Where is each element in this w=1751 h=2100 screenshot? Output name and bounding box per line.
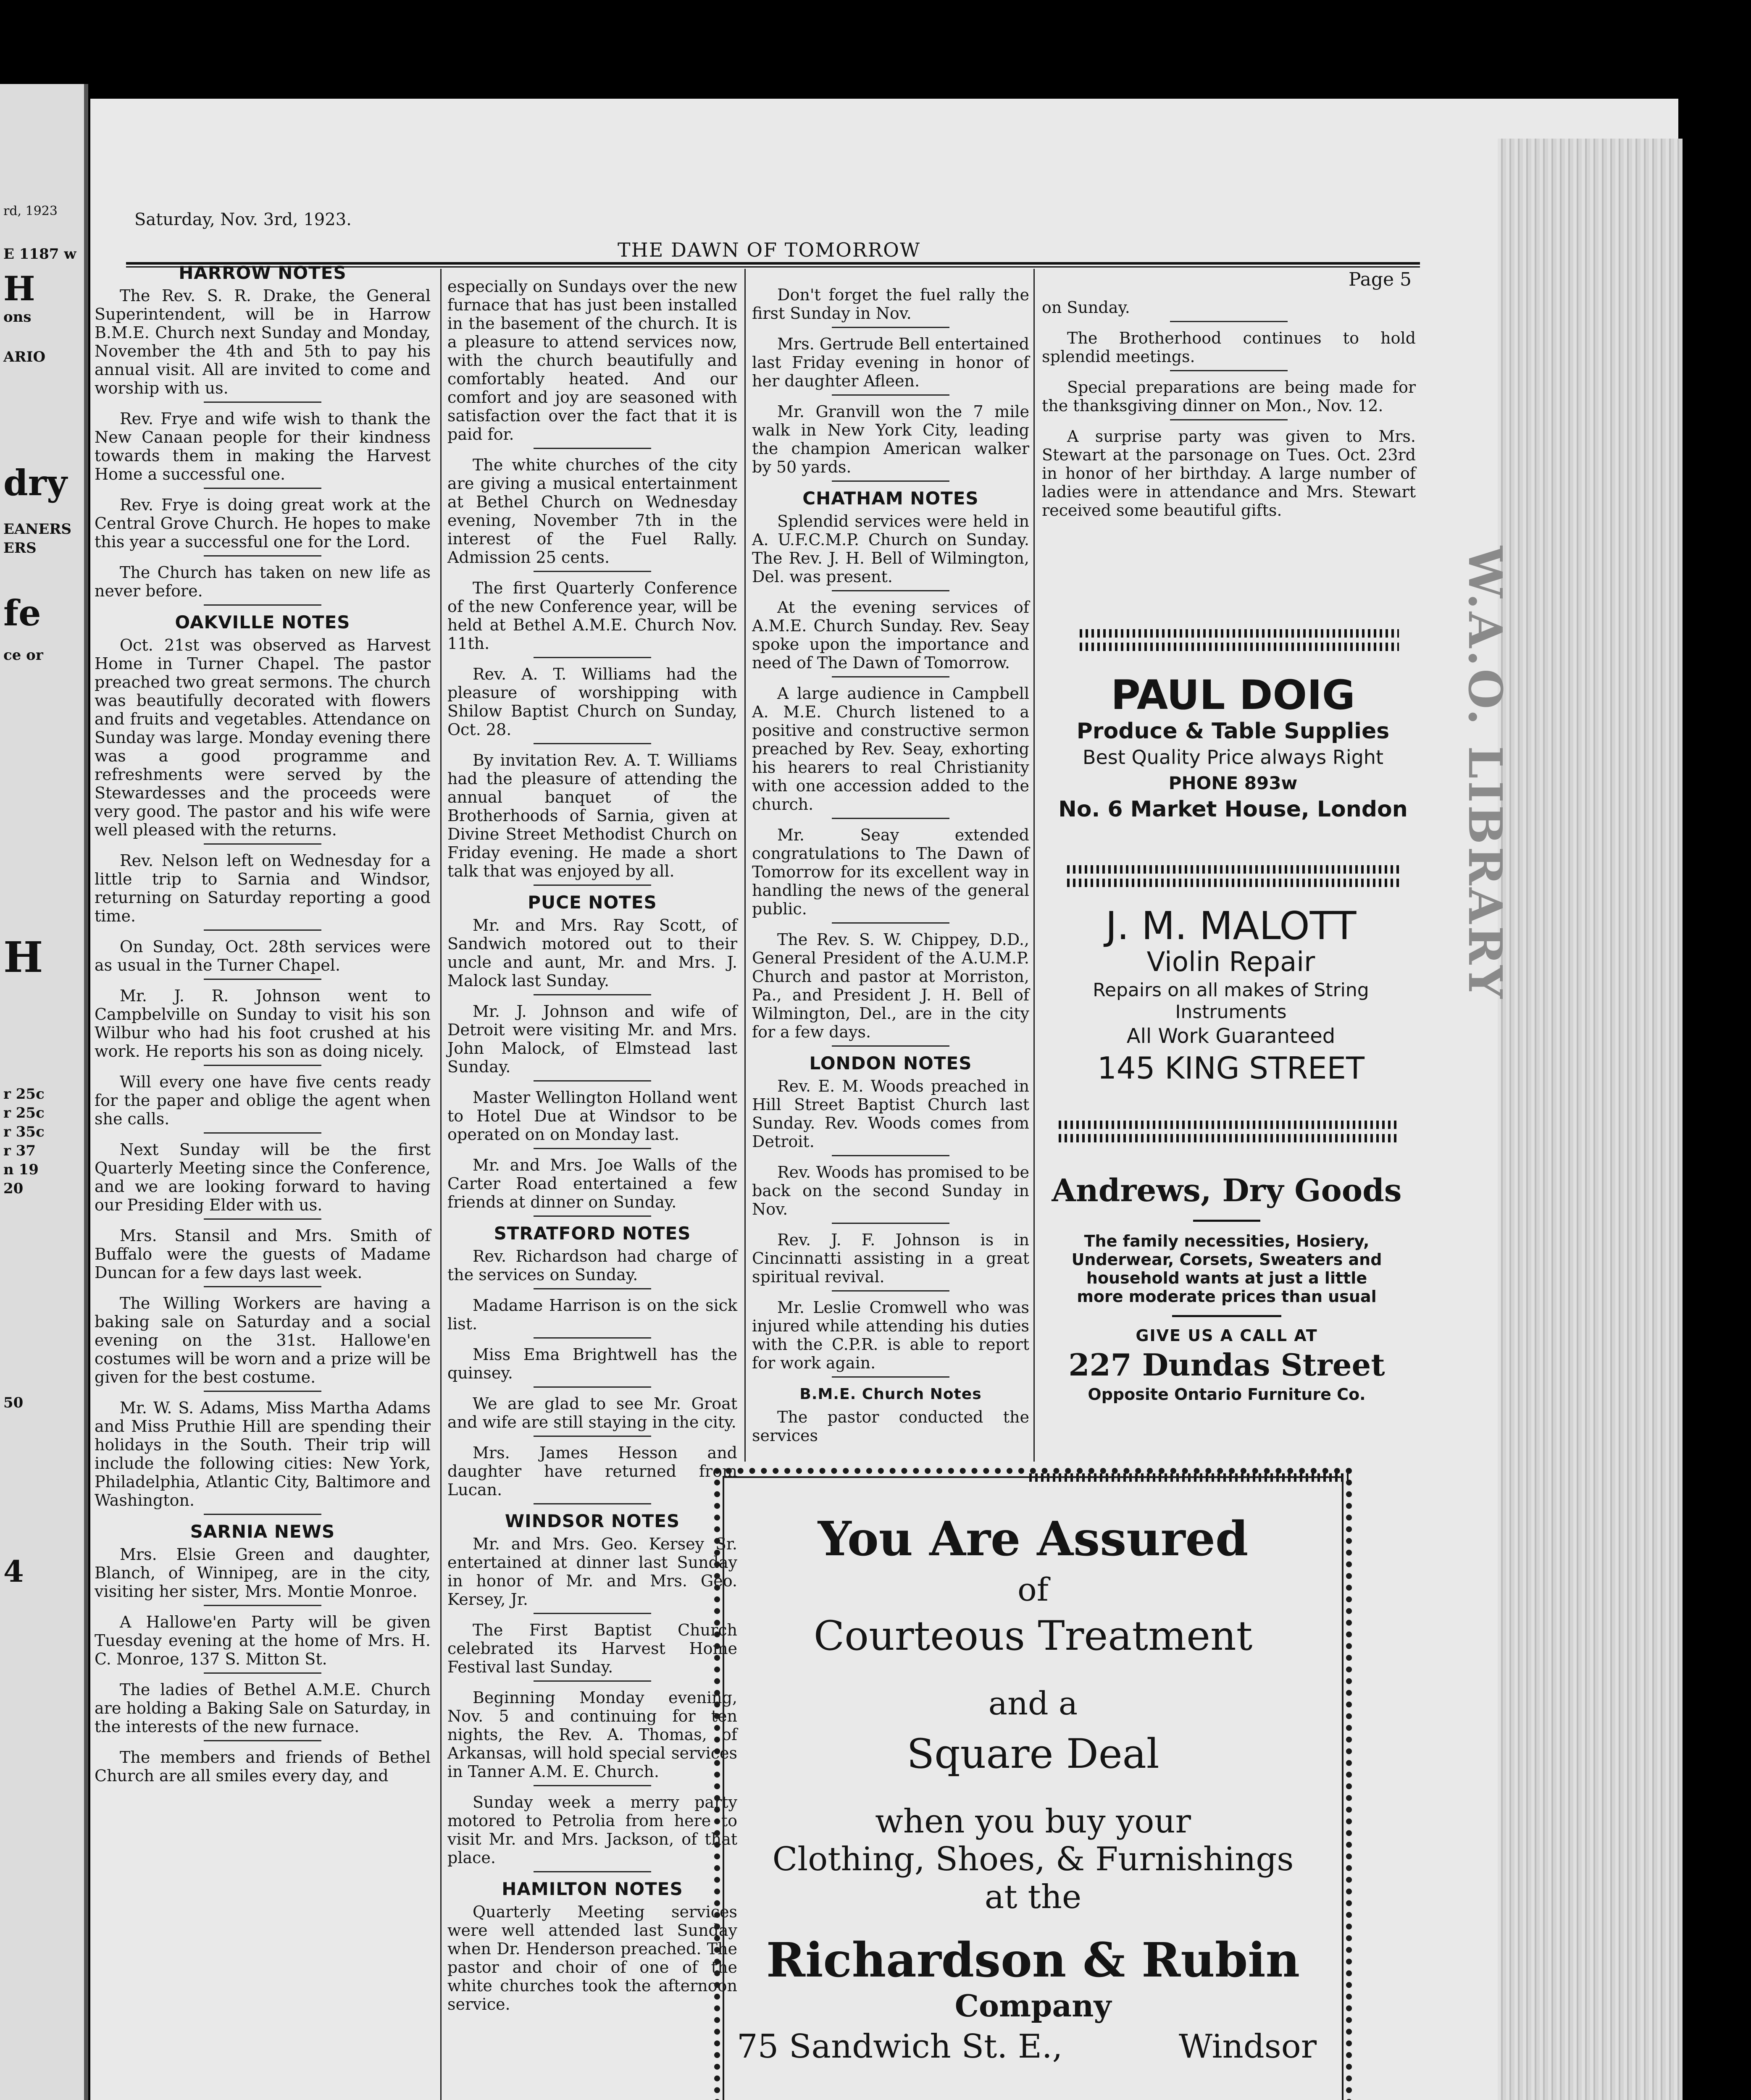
- separator: [204, 1514, 321, 1515]
- ad-border: [1067, 879, 1399, 887]
- article-paragraph: Mr. and Mrs. Ray Scott, of Sandwich motored out to their uncle and aunt, Mr. and Mrs. J. Malock last Sunday.: [447, 916, 737, 990]
- separator: [1170, 370, 1288, 371]
- ad-andrews: [1038, 1172, 1416, 1404]
- ad-line: Repairs on all makes of String Instruments: [1093, 979, 1369, 1023]
- article-paragraph: Rev. Frye is doing great work at the Central Grove Church. He hopes to make this year a successful one for the Lord.: [95, 496, 431, 551]
- article-paragraph: especially on Sundays over the new furnace that has just been installed in the basement of the church. It is a pleasure to attend services now, with the church beautifully and comfortably heated. And our comfort and joy are seasoned with satisfaction over the fact that it is paid for.: [447, 277, 737, 444]
- separator: [832, 1223, 949, 1224]
- column-4: [1042, 298, 1416, 524]
- article-paragraph: Mr. and Mrs. Joe Walls of the Carter Road entertained a few friends at dinner on Sunday.: [447, 1156, 737, 1211]
- article-paragraph: The Church has taken on new life as never before.: [95, 563, 431, 600]
- separator: [1193, 1220, 1260, 1222]
- separator: [1170, 419, 1288, 420]
- article-paragraph: The first Quarterly Conference of the new Conference year, will be held at Bethel A.M.E. Church Nov. 11th.: [447, 579, 737, 653]
- separator: [832, 1155, 949, 1156]
- article-paragraph: Mrs. Elsie Green and daughter, Blanch, of Winnipeg, are in the city, visiting her sister, Mrs. Montie Monroe.: [95, 1545, 431, 1601]
- article-paragraph: Master Wellington Holland went to Hotel Due at Windsor to be operated on on Monday last.: [447, 1088, 737, 1144]
- separator: [534, 1613, 651, 1614]
- separator: [204, 843, 321, 845]
- article-paragraph: The Rev. S. R. Drake, the General Superintendent, will be in Harrow B.M.E. Church next Sunday and Monday, November the 4th and 5th to pay his annual visit. All are invited to come and worship with us.: [95, 286, 431, 397]
- section-title: CHATHAM NOTES: [802, 488, 979, 509]
- ad-border: [1059, 1121, 1399, 1129]
- ad-line: GIVE US A CALL AT: [1136, 1326, 1318, 1345]
- article-paragraph: The First Baptist Church celebrated its Harvest Home Festival last Sunday.: [447, 1621, 737, 1676]
- separator: [534, 657, 651, 658]
- separator: [534, 1337, 651, 1339]
- separator: [534, 1503, 651, 1504]
- separator: [1170, 321, 1288, 322]
- article-paragraph: Beginning Monday evening, Nov. 5 and continuing for ten nights, the Rev. A. Thomas, of Arkansas, will hold special services in Tanner A.M. E. Church.: [447, 1688, 737, 1781]
- left-fragment: fe: [3, 592, 41, 634]
- ad-line: You Are Assured: [818, 1512, 1249, 1567]
- ad-name: PAUL DOIG: [1111, 672, 1355, 719]
- article-paragraph: Rev. Richardson had charge of the services on Sunday.: [447, 1247, 737, 1284]
- separator: [534, 885, 651, 886]
- left-fragment: rd, 1923: [3, 204, 58, 218]
- separator: [204, 1132, 321, 1134]
- separator: [534, 571, 651, 572]
- ad-address: 75 Sandwich St. E.,: [737, 2028, 1063, 2066]
- separator: [534, 1215, 651, 1217]
- left-fragment: 50: [3, 1394, 24, 1411]
- column-3: [752, 286, 1029, 1449]
- article-paragraph: The Rev. S. W. Chippey, D.D., General President of the A.U.M.P. Church and pastor at Morriston, Pa., and President J. H. Bell of Wilmington, Del., are in the city for a few days.: [752, 930, 1029, 1041]
- left-fragment: ce or: [3, 647, 43, 664]
- article-paragraph: On Sunday, Oct. 28th services were as usual in the Turner Chapel.: [95, 937, 431, 974]
- article-paragraph: The pastor conducted the services: [752, 1408, 1029, 1445]
- ad-line: of: [1017, 1571, 1049, 1608]
- ad-address: 145 KING STREET: [1097, 1050, 1365, 1086]
- issue-date: Saturday, Nov. 3rd, 1923.: [134, 210, 352, 229]
- ad-border: [1059, 1134, 1399, 1142]
- ad-line: Clothing, Shoes, & Furnishings: [772, 1840, 1294, 1878]
- ad-richardson-rubin: [714, 1468, 1352, 2100]
- separator: [534, 743, 651, 744]
- separator: [832, 676, 949, 677]
- ad-name: J. M. MALOTT: [1105, 903, 1357, 948]
- article-paragraph: Will every one have five cents ready for the paper and oblige the agent when she calls.: [95, 1073, 431, 1128]
- section-title: STRATFORD NOTES: [494, 1223, 691, 1244]
- ad-line: when you buy your: [875, 1803, 1191, 1840]
- article-paragraph: Oct. 21st was observed as Harvest Home in Turner Chapel. The pastor preached two great sermons. The church was beautifully decorated with flowers and fruits and vegetables. Attendance on Sunday was large. Monday evening there was a good programme and refreshments were served by the Stewardesses and the proceeds were very good. The pastor and his wife were well pleased with the returns.: [95, 636, 431, 839]
- article-paragraph: The Willing Workers are having a baking sale on Saturday and a social evening on the 31st. Hallowe'en costumes will be worn and a prize will be given for the best costume.: [95, 1294, 431, 1386]
- column-divider: [744, 269, 746, 1462]
- article-paragraph: Sunday week a merry party motored to Petrolia from here to visit Mr. and Mrs. Jackson, of that place.: [447, 1793, 737, 1867]
- separator: [832, 922, 949, 924]
- library-stamp: W.A.O. LIBRARY: [1458, 546, 1512, 1001]
- article-paragraph: A surprise party was given to Mrs. Stewart at the parsonage on Tues. Oct. 23rd in honor of her birthday. A large number of ladies were in attendance and Mrs. Stewart received some beautiful gifts.: [1042, 427, 1416, 520]
- separator: [832, 818, 949, 819]
- article-paragraph: We are glad to see Mr. Groat and wife are still staying in the city.: [447, 1394, 737, 1431]
- left-fragment: ARIO: [3, 349, 46, 365]
- ad-border: [1067, 865, 1399, 874]
- separator: [832, 327, 949, 328]
- article-paragraph: Mr. and Mrs. Geo. Kersey Sr. entertained at dinner last Sunday in honor of Mr. and Mrs. Geo. Kersey, Jr.: [447, 1535, 737, 1609]
- section-title: SARNIA NEWS: [190, 1521, 335, 1542]
- ad-line: Best Quality Price always Right: [1082, 746, 1384, 769]
- separator: [534, 1288, 651, 1289]
- left-fragment: ons: [3, 309, 32, 326]
- ad-line: at the: [984, 1878, 1082, 1916]
- article-paragraph: Mr. J. R. Johnson went to Campbelville on Sunday to visit his son Wilbur who had his foot crushed at his work. He reports his son as doing nicely.: [95, 987, 431, 1060]
- separator: [204, 1391, 321, 1392]
- article-paragraph: Mrs. Stansil and Mrs. Smith of Buffalo were the guests of Madame Duncan for a few days last week.: [95, 1226, 431, 1282]
- book-page-edges: [1498, 139, 1683, 2100]
- ad-city: Windsor: [1178, 2028, 1317, 2066]
- ad-line: Violin Repair: [1146, 947, 1315, 978]
- masthead: THE DAWN OF TOMORROW: [618, 239, 921, 261]
- article-paragraph: A Hallowe'en Party will be given Tuesday evening at the home of Mrs. H. C. Monroe, 137 S. Mitton St.: [95, 1613, 431, 1668]
- left-fragment: E 1187 w: [3, 246, 76, 262]
- left-fragment: EANERS: [3, 521, 72, 538]
- article-paragraph: Mr. Seay extended congratulations to The Dawn of Tomorrow for its excellent way in handling the news of the general public.: [752, 826, 1029, 918]
- separator: [204, 1672, 321, 1674]
- article-paragraph: Next Sunday will be the first Quarterly Meeting since the Conference, and we are looking forward to having our Presiding Elder with us.: [95, 1140, 431, 1214]
- left-fragment: ERS: [3, 540, 37, 556]
- article-paragraph: Splendid services were held in A. U.F.C.M.P. Church on Sunday. The Rev. J. H. Bell of Wilmington, Del. was present.: [752, 512, 1029, 586]
- section-title: PUCE NOTES: [528, 892, 657, 913]
- separator: [534, 1386, 651, 1388]
- section-title: HAMILTON NOTES: [502, 1879, 683, 1899]
- article-paragraph: Rev. E. M. Woods preached in Hill Street Baptist Church last Sunday. Rev. Woods comes from Detroit.: [752, 1077, 1029, 1151]
- ad-border: [1080, 643, 1399, 651]
- article-paragraph: on Sunday.: [1042, 298, 1130, 317]
- article-paragraph: At the evening services of A.M.E. Church Sunday. Rev. Seay spoke upon the importance and need of The Dawn of Tomorrow.: [752, 598, 1029, 672]
- ad-line: All Work Guaranteed: [1126, 1024, 1336, 1048]
- article-paragraph: Mr. J. Johnson and wife of Detroit were visiting Mr. and Mrs. John Malock, of Elmstead last Sunday.: [447, 1002, 737, 1076]
- section-title: WINDSOR NOTES: [505, 1511, 680, 1531]
- ad-line: Produce & Table Supplies: [1076, 719, 1390, 744]
- section-title: LONDON NOTES: [809, 1053, 972, 1074]
- column-2: [447, 277, 737, 2018]
- ad-line: Square Deal: [907, 1730, 1159, 1777]
- separator: [832, 1376, 949, 1378]
- separator: [204, 1605, 321, 1606]
- article-paragraph: The Brotherhood continues to hold splendid meetings.: [1042, 329, 1416, 366]
- separator: [534, 1680, 651, 1682]
- separator: [832, 1045, 949, 1047]
- section-title: HARROW NOTES: [179, 262, 347, 283]
- article-paragraph: Madame Harrison is on the sick list.: [447, 1296, 737, 1333]
- article-paragraph: Rev. Woods has promised to be back on the second Sunday in Nov.: [752, 1163, 1029, 1218]
- separator: [204, 555, 321, 556]
- separator: [204, 929, 321, 931]
- article-paragraph: Rev. A. T. Williams had the pleasure of worshipping with Shilow Baptist Church on Sunday, Oct. 28.: [447, 665, 737, 739]
- article-paragraph: Rev. Nelson left on Wednesday for a little trip to Sarnia and Windsor, returning on Saturday reporting a good time.: [95, 851, 431, 925]
- ad-line: Company: [954, 1988, 1112, 2024]
- ad-address: No. 6 Market House, London: [1058, 797, 1408, 822]
- left-fragment: 4: [3, 1554, 24, 1589]
- separator: [832, 1290, 949, 1292]
- left-page-fragment: [0, 84, 88, 2100]
- separator: [204, 1065, 321, 1066]
- separator: [204, 1286, 321, 1287]
- left-fragment: r 25c: [3, 1086, 45, 1102]
- article-paragraph: Rev. J. F. Johnson is in Cincinnatti assisting in a great spiritual revival.: [752, 1231, 1029, 1286]
- ad-line: Opposite Ontario Furniture Co.: [1088, 1385, 1366, 1404]
- article-paragraph: Special preparations are being made for the thanksgiving dinner on Mon., Nov. 12.: [1042, 378, 1416, 415]
- separator: [204, 402, 321, 403]
- separator: [204, 1218, 321, 1220]
- separator: [534, 1785, 651, 1786]
- separator: [832, 394, 949, 396]
- article-paragraph: Don't forget the fuel rally the first Sunday in Nov.: [752, 286, 1029, 323]
- separator: [204, 1740, 321, 1741]
- left-fragment: n 19: [3, 1161, 39, 1178]
- left-fragment: 20: [3, 1180, 24, 1197]
- separator: [204, 488, 321, 489]
- ad-line: and a: [988, 1685, 1078, 1722]
- article-paragraph: Mr. Leslie Cromwell who was injured while attending his duties with the C.P.R. is able to report for work again.: [752, 1298, 1029, 1372]
- separator: [1172, 1315, 1281, 1317]
- separator: [832, 480, 949, 482]
- article-paragraph: Mr. W. S. Adams, Miss Martha Adams and Miss Pruthie Hill are spending their holidays in the South. Their trip will include the following cities: New York, Philadelphia, Atlantic City, Baltimore and Washington.: [95, 1399, 431, 1509]
- separator: [204, 604, 321, 606]
- ad-line: Courteous Treatment: [813, 1612, 1253, 1659]
- ad-business-name: Richardson & Rubin: [766, 1933, 1300, 1988]
- ad-border: [1080, 629, 1399, 638]
- separator: [534, 1436, 651, 1437]
- left-fragment: H: [3, 932, 43, 982]
- left-fragment: r 37: [3, 1142, 36, 1159]
- ad-address: 227 Dundas Street: [1068, 1347, 1385, 1383]
- article-paragraph: A large audience in Campbell A. M.E. Church listened to a positive and constructive sermon preached by Rev. Seay, exhorting his hearers to real Christianity with one accession added to the church.: [752, 684, 1029, 814]
- column-1: [95, 256, 431, 1789]
- article-paragraph: Rev. Frye and wife wish to thank the New Canaan people for their kindness towards them in making the Harvest Home a successful one.: [95, 410, 431, 483]
- ad-malott: [1042, 903, 1420, 1087]
- separator: [534, 1080, 651, 1082]
- page-number: Page 5: [1349, 269, 1412, 290]
- ad-address-row: [720, 2028, 1346, 2066]
- left-fragment: r 25c: [3, 1105, 45, 1121]
- separator: [204, 979, 321, 980]
- separator: [534, 994, 651, 995]
- article-paragraph: The white churches of the city are giving a musical entertainment at Bethel Church on Wednesday evening, November 7th in the interest of the Fuel Rally. Admission 25 cents.: [447, 456, 737, 567]
- separator: [534, 1148, 651, 1149]
- article-paragraph: Mrs. James Hesson and daughter have returned from Lucan.: [447, 1444, 737, 1499]
- article-paragraph: Mrs. Gertrude Bell entertained last Friday evening in honor of her daughter Afleen.: [752, 335, 1029, 390]
- article-paragraph: By invitation Rev. A. T. Williams had the pleasure of attending the annual banquet of the Brotherhoods of Sarnia, given at Divine Street Methodist Church on Friday evening. He made a short talk that was enjoyed by all.: [447, 751, 737, 880]
- left-fragment: H: [3, 269, 35, 308]
- column-divider: [440, 269, 442, 2100]
- section-title: B.M.E. Church Notes: [799, 1386, 982, 1403]
- column-divider: [1033, 269, 1035, 1462]
- article-paragraph: Mr. Granvill won the 7 mile walk in New York City, leading the champion American walker by 50 yards.: [752, 402, 1029, 476]
- ad-phone: PHONE 893w: [1168, 773, 1298, 793]
- article-paragraph: Quarterly Meeting services were well attended last Sunday when Dr. Henderson preached. The pastor and choir of one of the white churches took the afternoon service.: [447, 1903, 737, 2013]
- left-fragment: r 35c: [3, 1124, 45, 1140]
- article-paragraph: Miss Ema Brightwell has the quinsey.: [447, 1345, 737, 1382]
- article-paragraph: The ladies of Bethel A.M.E. Church are holding a Baking Sale on Saturday, in the interests of the new furnace.: [95, 1680, 431, 1736]
- ad-body: The family necessities, Hosiery, Underwear, Corsets, Sweaters and household wants at just a little more moderate prices than usual: [1071, 1232, 1382, 1306]
- ad-paul-doig: [1050, 672, 1416, 822]
- section-title: OAKVILLE NOTES: [175, 612, 350, 633]
- article-paragraph: The members and friends of Bethel Church are all smiles every day, and: [95, 1748, 431, 1785]
- ad-name: Andrews, Dry Goods: [1052, 1173, 1402, 1209]
- separator: [832, 590, 949, 591]
- separator: [534, 448, 651, 449]
- separator: [534, 1871, 651, 1872]
- left-fragment: dry: [3, 462, 67, 504]
